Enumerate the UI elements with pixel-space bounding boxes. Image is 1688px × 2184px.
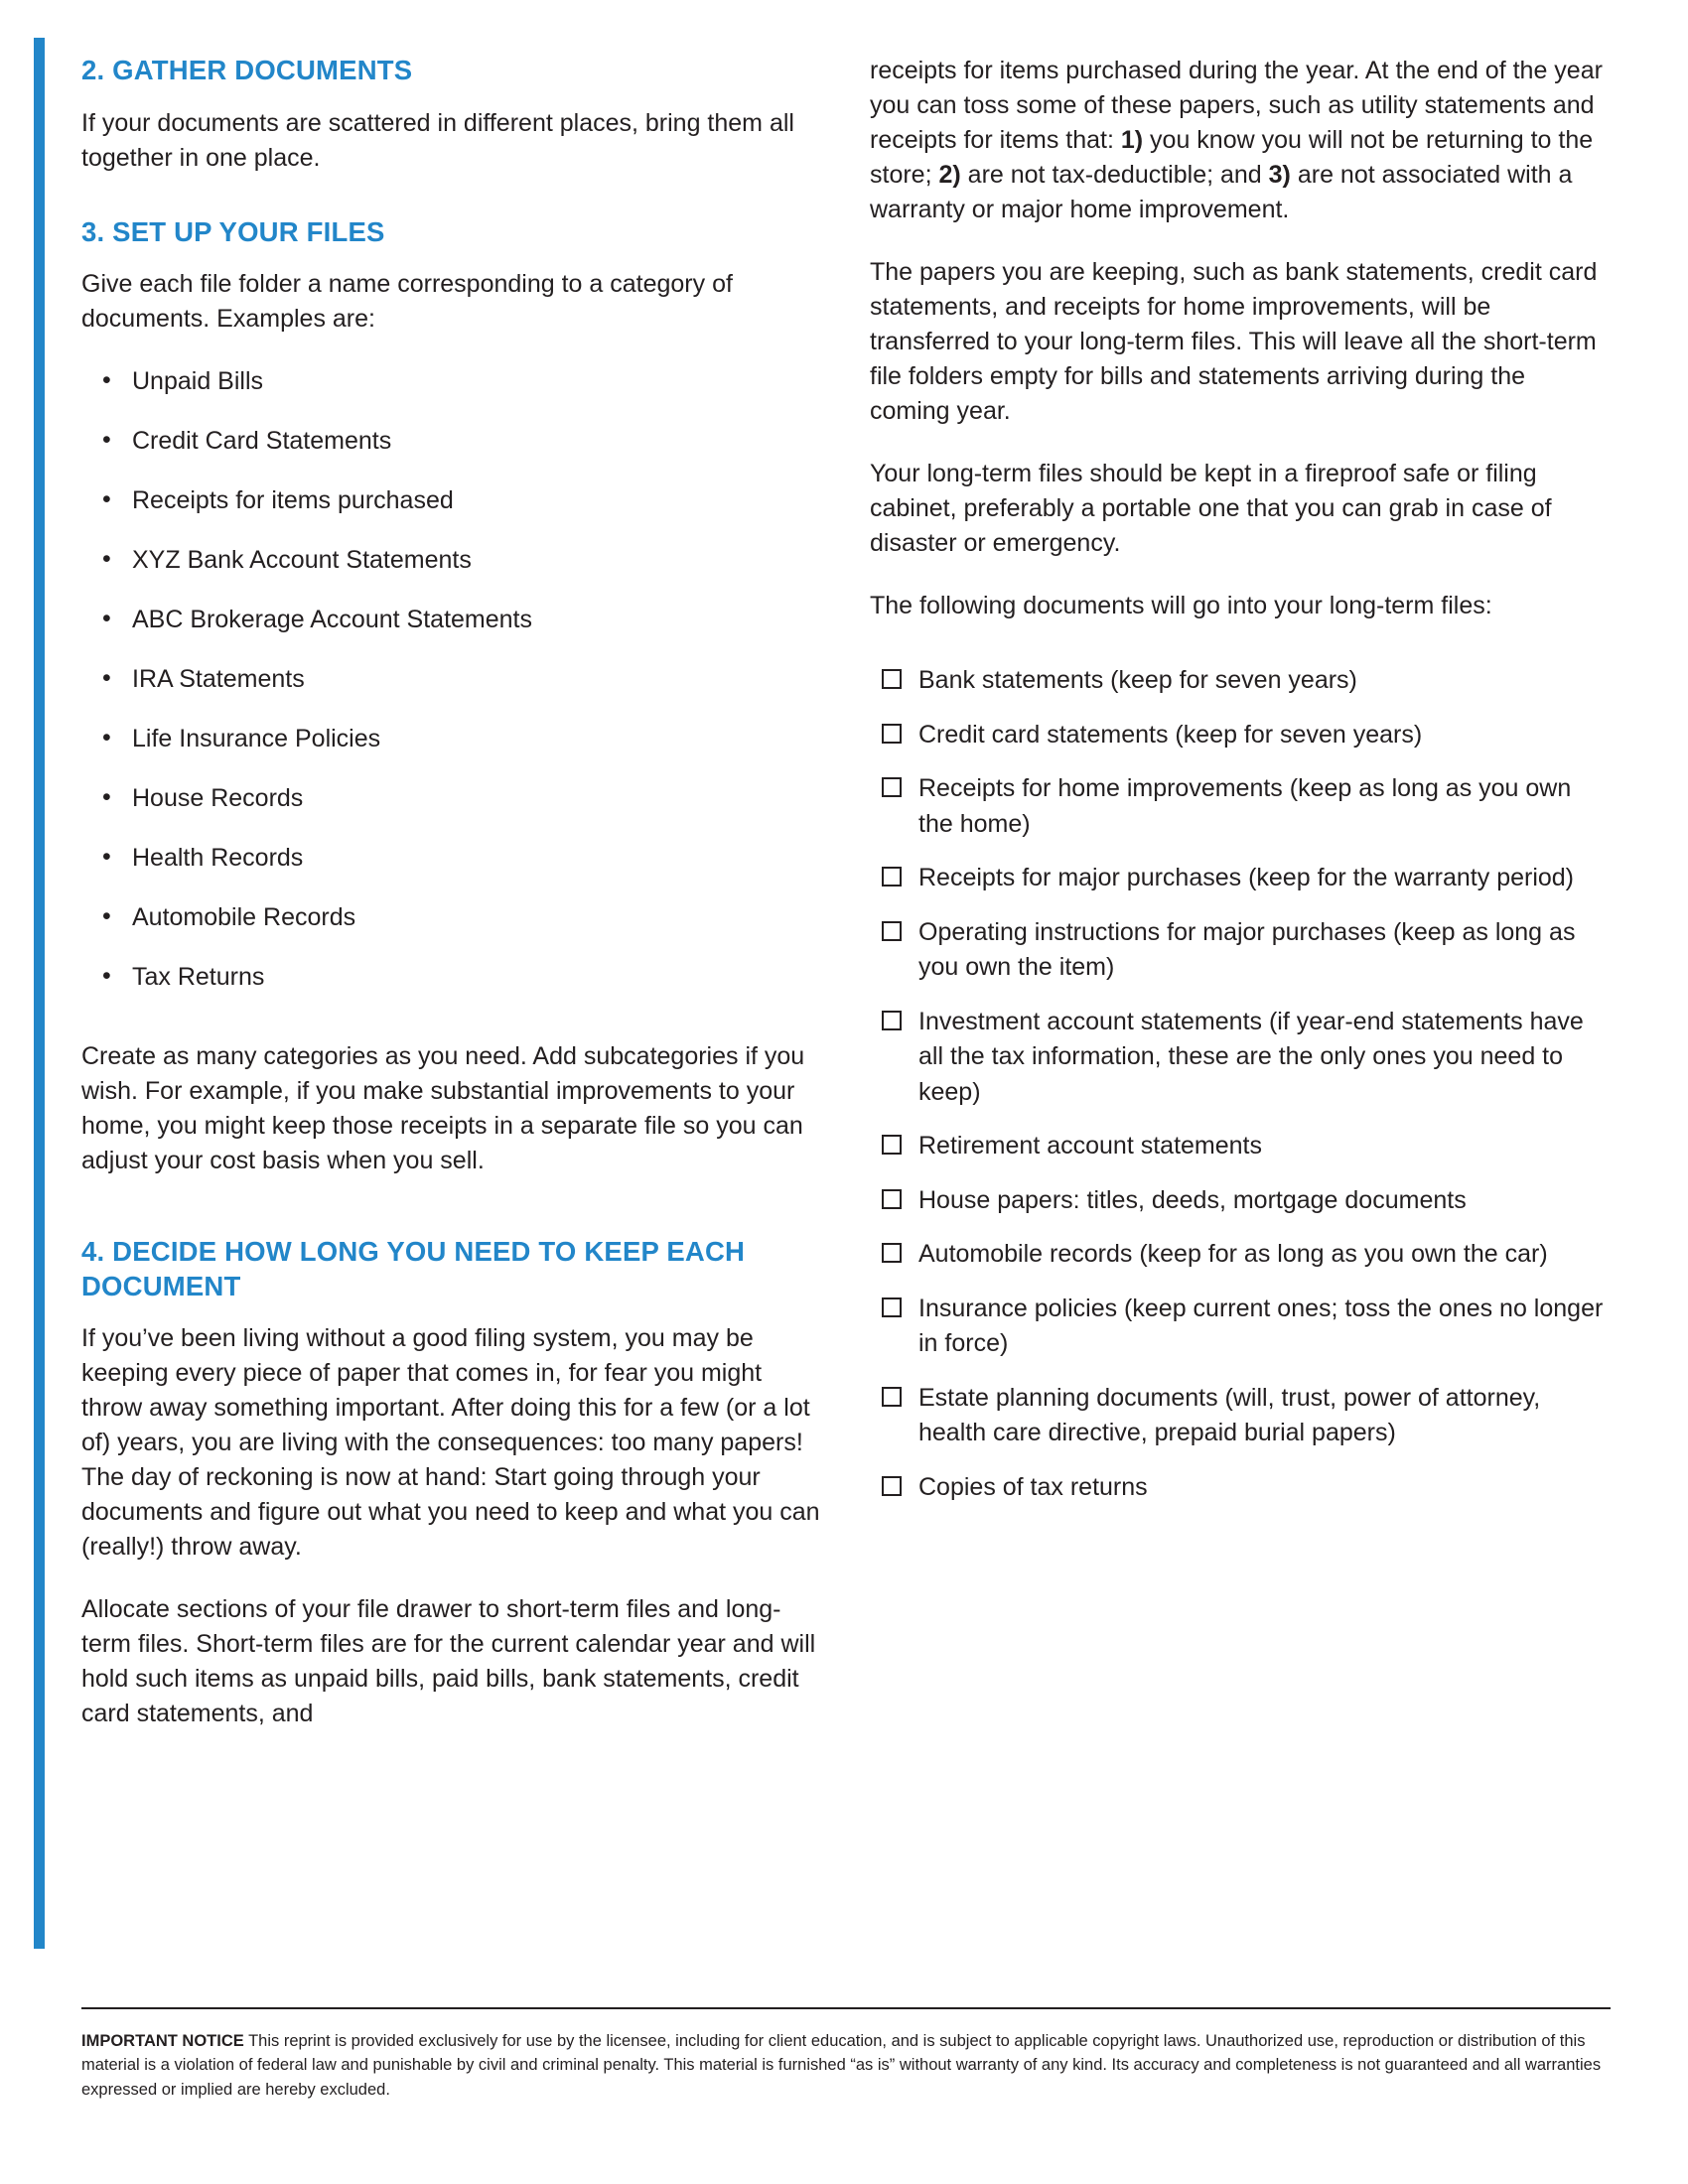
continuation-part-2: you know you will not be returning to the store; xyxy=(870,126,1594,189)
list-item: • Receipts for items purchased xyxy=(81,483,821,518)
checklist-item[interactable] xyxy=(870,861,1611,896)
list-item: • Life Insurance Policies xyxy=(81,722,821,756)
enumeration-marker-3: 3) xyxy=(1268,161,1291,189)
list-item: • House Records xyxy=(81,781,821,816)
checklist-item[interactable] xyxy=(870,915,1611,986)
continuation-part-1: receipts for items purchased during the year. At the end of the year you can toss some of these papers, such as utility statements and receipts for items that: xyxy=(870,57,1603,154)
checklist-item-label: Copies of tax returns xyxy=(918,1472,1148,1501)
list-item: • IRA Statements xyxy=(81,662,821,697)
section-2-heading: 2. GATHER DOCUMENTS xyxy=(81,55,413,85)
checkbox-icon[interactable] xyxy=(882,1011,902,1030)
section-3-paragraph: Give each file folder a name corresponding to a category of documents. Examples are: xyxy=(81,270,733,334)
left-column xyxy=(81,54,821,1731)
checkbox-icon[interactable] xyxy=(882,921,902,941)
section-4-heading: 4. DECIDE HOW LONG YOU NEED TO KEEP EACH DOCUMENT xyxy=(81,1236,746,1301)
checklist-item[interactable] xyxy=(870,1129,1611,1164)
spacer xyxy=(81,204,821,215)
checklist-item[interactable] xyxy=(870,663,1611,699)
two-column-layout xyxy=(81,54,1611,1731)
checklist-item-label: Insurance policies (keep current ones; toss the ones no longer in force) xyxy=(918,1294,1604,1357)
section-3-heading: 3. SET UP YOUR FILES xyxy=(81,215,385,247)
checklist-item[interactable] xyxy=(870,1183,1611,1219)
file-category-list xyxy=(81,364,821,995)
checklist-item-label: Operating instructions for major purchases (keep as long as you own the item) xyxy=(918,917,1576,981)
section-4-paragraph-2: Allocate sections of your file drawer to short-term files and long-term files. Short-term files are for the current calendar year and will hold such items as unpaid bills, paid bills, bank statements, credit card statements, and xyxy=(81,1594,816,1727)
checklist-item-label: Receipts for major purchases (keep for the warranty period) xyxy=(918,864,1575,891)
checkbox-icon[interactable] xyxy=(882,1135,902,1155)
checklist-item[interactable] xyxy=(870,1237,1611,1273)
checklist-item[interactable] xyxy=(870,1005,1611,1111)
checkbox-icon[interactable] xyxy=(882,669,902,689)
right-paragraph-4: The following documents will go into your long-term files: xyxy=(870,592,1492,619)
checklist-item-label: House papers: titles, deeds, mortgage documents xyxy=(918,1185,1467,1214)
checkbox-icon[interactable] xyxy=(882,777,902,797)
list-item: • ABC Brokerage Account Statements xyxy=(81,603,821,637)
footer-divider xyxy=(81,2007,1611,2009)
enumeration-marker-2: 2) xyxy=(938,161,961,189)
section-4-paragraph-1: If you’ve been living without a good filing system, you may be keeping every piece of paper that comes in, for fear you might throw away something important. After doing this for a few (or a lot of) years, you are living with the consequences: too many papers! The day of reckoning is now at hand: Start going through your documents and figure out what you need to keep and what you can (really!) throw away. xyxy=(81,1323,820,1561)
checklist-item[interactable] xyxy=(870,718,1611,753)
right-column xyxy=(870,54,1611,1731)
list-item: • Health Records xyxy=(81,841,821,876)
important-notice-text: This reprint is provided exclusively for use by the licensee, including for client education, and is subject to applicable copyright laws. Unauthorized use, reproduction or distribution of this material is a violation of federal law and punishable by civil and criminal penalty. This material is furnished “as is” without warranty of any kind. Its accuracy and completeness is not guaranteed and all warranties expressed or implied are hereby excluded. xyxy=(81,2032,1602,2099)
checkbox-icon[interactable] xyxy=(882,1387,902,1407)
section-2-paragraph: If your documents are scattered in different places, bring them all together in one place. xyxy=(81,108,794,172)
checklist-item[interactable] xyxy=(870,1381,1611,1451)
list-item: • Unpaid Bills xyxy=(81,364,821,399)
checkbox-icon[interactable] xyxy=(882,1476,902,1496)
right-paragraph-3: Your long-term files should be kept in a fireproof safe or filing cabinet, preferably a portable one that you can grab in case of disaster or emergency. xyxy=(870,460,1552,557)
list-item: • Credit Card Statements xyxy=(81,424,821,459)
checklist-item-label: Estate planning documents (will, trust, power of attorney, health care directive, prepaid burial papers) xyxy=(918,1383,1541,1446)
checklist-item-label: Bank statements (keep for seven years) xyxy=(918,666,1357,694)
checkbox-icon[interactable] xyxy=(882,867,902,887)
checkbox-icon[interactable] xyxy=(882,1297,902,1317)
left-accent-bar xyxy=(34,38,45,1949)
checklist-item[interactable] xyxy=(870,1292,1611,1362)
continuation-part-3: are not tax-deductible; and xyxy=(960,161,1269,189)
continuation-part-4: are not associated with a warranty or major home improvement. xyxy=(870,161,1573,223)
checklist-item[interactable] xyxy=(870,1470,1611,1506)
list-item: • Automobile Records xyxy=(81,900,821,935)
checkbox-icon[interactable] xyxy=(882,1243,902,1263)
spacer xyxy=(81,1020,821,1039)
spacer xyxy=(870,651,1611,663)
checklist-item-label: Investment account statements (if year-end statements have all the tax information, these are the only ones you need to keep) xyxy=(918,1007,1584,1106)
footer xyxy=(81,2007,1611,2102)
checklist-item-label: Credit card statements (keep for seven years) xyxy=(918,720,1423,749)
important-notice xyxy=(81,2029,1611,2102)
continuation-paragraph xyxy=(870,54,1611,227)
section-3-closing-paragraph: Create as many categories as you need. Add subcategories if you wish. For example, if you make substantial improvements to your home, you might keep those receipts in a separate file so you can adjust your cost basis when you sell. xyxy=(81,1042,805,1175)
checklist-item[interactable] xyxy=(870,771,1611,842)
list-item: • XYZ Bank Account Statements xyxy=(81,543,821,578)
enumeration-marker-1: 1) xyxy=(1120,126,1144,154)
checkbox-icon[interactable] xyxy=(882,724,902,744)
spacer xyxy=(81,1206,821,1235)
long-term-documents-checklist xyxy=(870,663,1611,1505)
checklist-item-label: Automobile records (keep for as long as you own the car) xyxy=(918,1240,1548,1268)
checklist-item-label: Retirement account statements xyxy=(918,1132,1262,1160)
checkbox-icon[interactable] xyxy=(882,1189,902,1209)
important-notice-label: IMPORTANT NOTICE xyxy=(81,2032,244,2050)
list-item: • Tax Returns xyxy=(81,960,821,995)
right-paragraph-2: The papers you are keeping, such as bank statements, credit card statements, and receipts for home improvements, will be transferred to your long-term files. This will leave all the short-term file folders empty for bills and statements arriving during the coming year. xyxy=(870,258,1598,425)
checklist-item-label: Receipts for home improvements (keep as long as you own the home) xyxy=(918,774,1572,838)
